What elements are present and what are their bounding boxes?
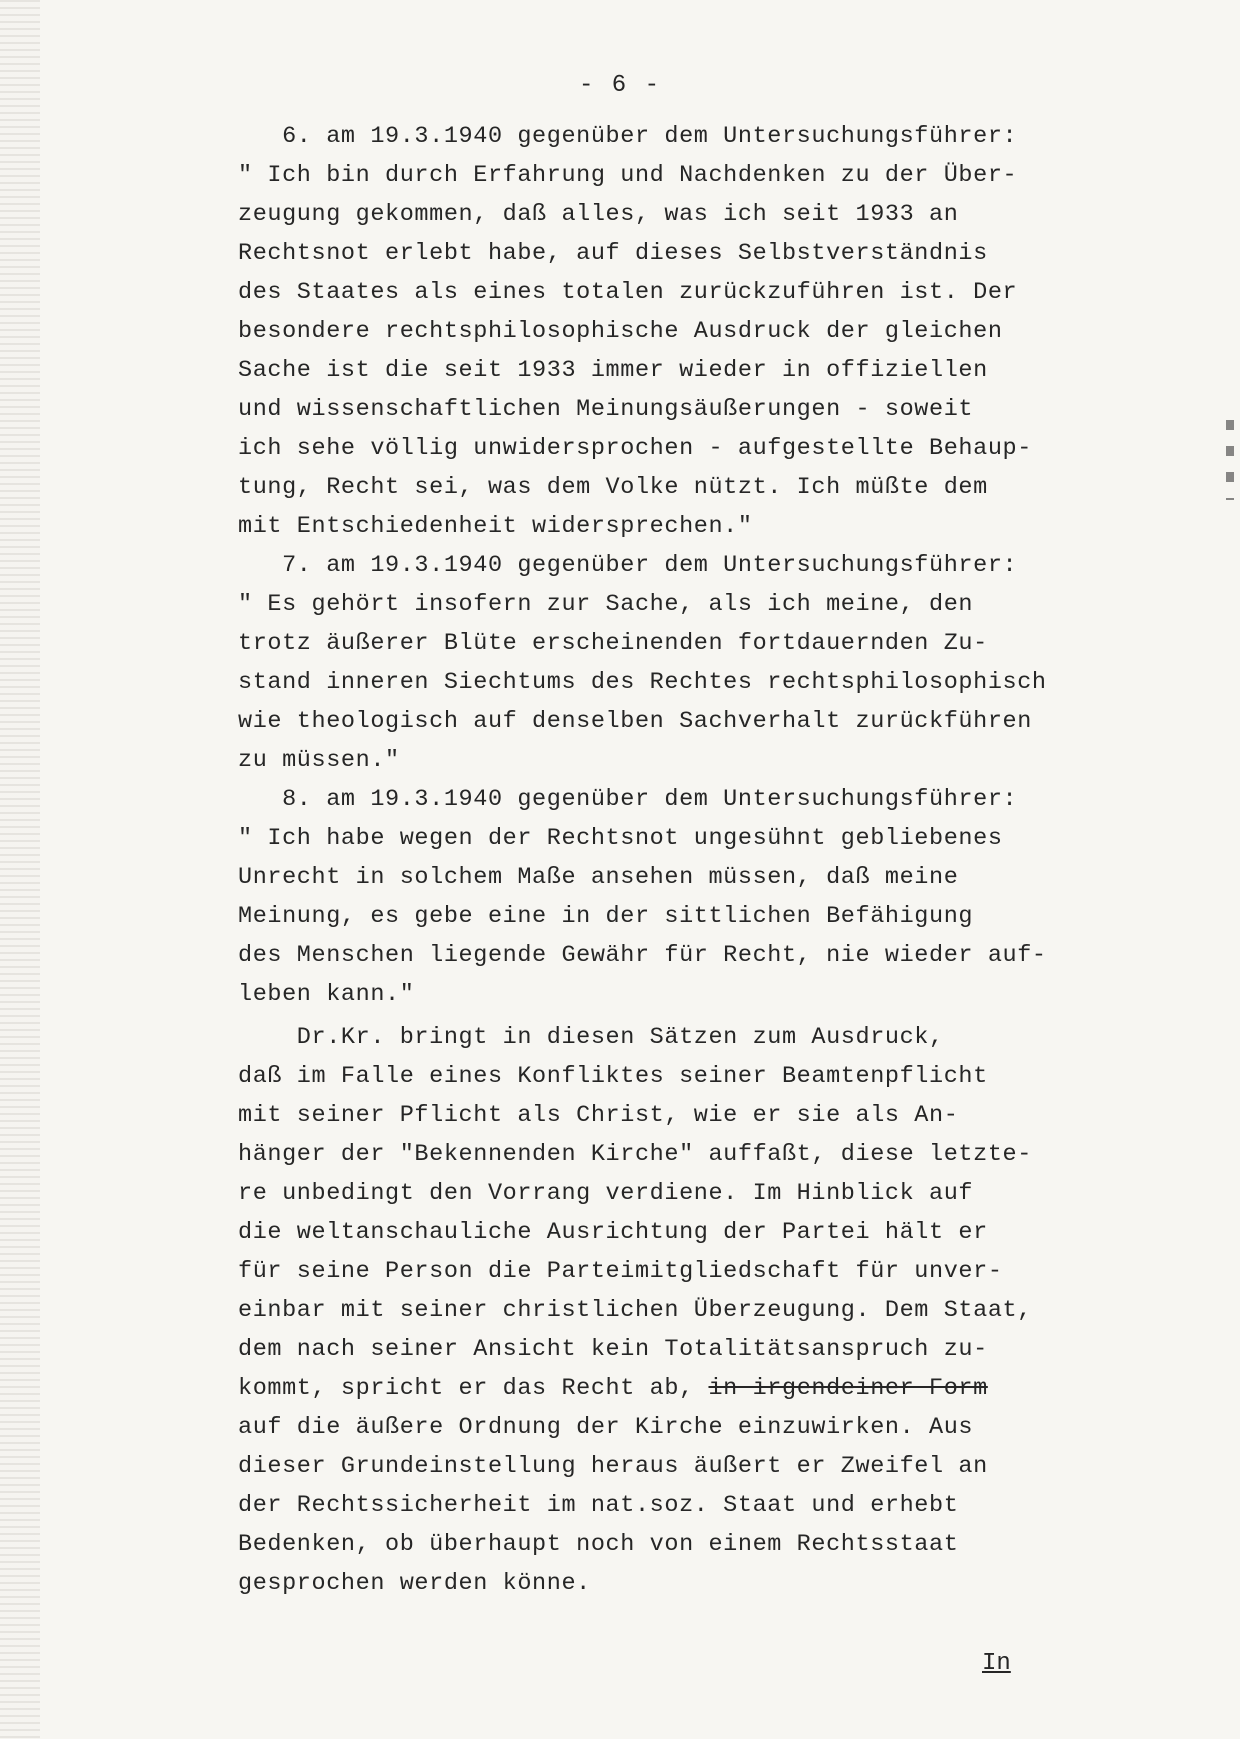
- text-line: " Ich bin durch Erfahrung und Nachdenken zu der Über-: [238, 162, 1018, 189]
- text-line: zeugung gekommen, daß alles, was ich seit 1933 an: [238, 201, 959, 228]
- text-line: auf die äußere Ordnung der Kirche einzuwirken. Aus: [238, 1414, 974, 1441]
- text-line: des Staates als eines totalen zurückzuführen ist. Der: [238, 279, 1018, 306]
- text-line: einbar mit seiner christlichen Überzeugung. Dem Staat,: [238, 1297, 1032, 1324]
- text-line: dieser Grundeinstellung heraus äußert er Zweifel an: [238, 1453, 988, 1480]
- text-line: " Es gehört insofern zur Sache, als ich meine, den: [238, 591, 974, 618]
- text-line: Rechtsnot erlebt habe, auf dieses Selbstverständnis: [238, 240, 988, 267]
- typed-text-body: [238, 117, 1168, 1603]
- text-line: dem nach seiner Ansicht kein Totalitätsanspruch zu-: [238, 1336, 988, 1363]
- text-line: Bedenken, ob überhaupt noch von einem Rechtsstaat: [238, 1531, 959, 1558]
- text-line: gesprochen werden könne.: [238, 1570, 591, 1597]
- text-line: mit Entschiedenheit widersprechen.": [238, 513, 753, 540]
- text-line: stand inneren Siechtums des Rechtes rechtsphilosophisch: [238, 669, 1047, 696]
- text-line: die weltanschauliche Ausrichtung der Partei hält er: [238, 1219, 988, 1246]
- text-line: 6. am 19.3.1940 gegenüber dem Untersuchungsführer:: [238, 123, 1018, 150]
- margin-marks: [1226, 420, 1234, 500]
- page-number: - 6 -: [578, 72, 661, 99]
- text-line: Dr.Kr. bringt in diesen Sätzen zum Ausdruck,: [238, 1024, 944, 1051]
- text-line: des Menschen liegende Gewähr für Recht, nie wieder auf-: [238, 942, 1047, 969]
- text-line: und wissenschaftlichen Meinungsäußerungen - soweit: [238, 396, 974, 423]
- text-line: zu müssen.": [238, 747, 400, 774]
- text-line: 8. am 19.3.1940 gegenüber dem Untersuchungsführer:: [238, 786, 1018, 813]
- text-line: tung, Recht sei, was dem Volke nützt. Ich müßte dem: [238, 474, 988, 501]
- text-line: re unbedingt den Vorrang verdiene. Im Hinblick auf: [238, 1180, 974, 1207]
- text-segment: kommt, spricht er das Recht ab,: [238, 1375, 709, 1402]
- scan-edge-noise: [0, 0, 40, 1739]
- text-line: besondere rechtsphilosophische Ausdruck der gleichen: [238, 318, 1003, 345]
- struck-text: in irgendeiner Form: [708, 1375, 988, 1402]
- text-line: 7. am 19.3.1940 gegenüber dem Untersuchungsführer:: [238, 552, 1018, 579]
- text-line: Meinung, es gebe eine in der sittlichen Befähigung: [238, 903, 974, 930]
- text-line: der Rechtssicherheit im nat.soz. Staat und erhebt: [238, 1492, 959, 1519]
- text-line: Unrecht in solchem Maße ansehen müssen, daß meine: [238, 864, 959, 891]
- text-line: für seine Person die Parteimitgliedschaft für unver-: [238, 1258, 1003, 1285]
- text-line-with-strike: [238, 1369, 1168, 1408]
- text-line: wie theologisch auf denselben Sachverhalt zurückführen: [238, 708, 1032, 735]
- text-line: trotz äußerer Blüte erscheinenden fortdauernden Zu-: [238, 630, 988, 657]
- text-line: mit seiner Pflicht als Christ, wie er sie als An-: [238, 1102, 959, 1129]
- text-line: hänger der "Bekennenden Kirche" auffaßt, diese letzte-: [238, 1141, 1032, 1168]
- text-line: " Ich habe wegen der Rechtsnot ungesühnt gebliebenes: [238, 825, 1003, 852]
- text-line: ich sehe völlig unwidersprochen - aufgestellte Behaup-: [238, 435, 1032, 462]
- text-line: daß im Falle eines Konfliktes seiner Beamtenpflicht: [238, 1063, 988, 1090]
- catchword: In: [982, 1650, 1011, 1677]
- text-line: leben kann.": [238, 981, 415, 1008]
- text-line: Sache ist die seit 1933 immer wieder in offiziellen: [238, 357, 988, 384]
